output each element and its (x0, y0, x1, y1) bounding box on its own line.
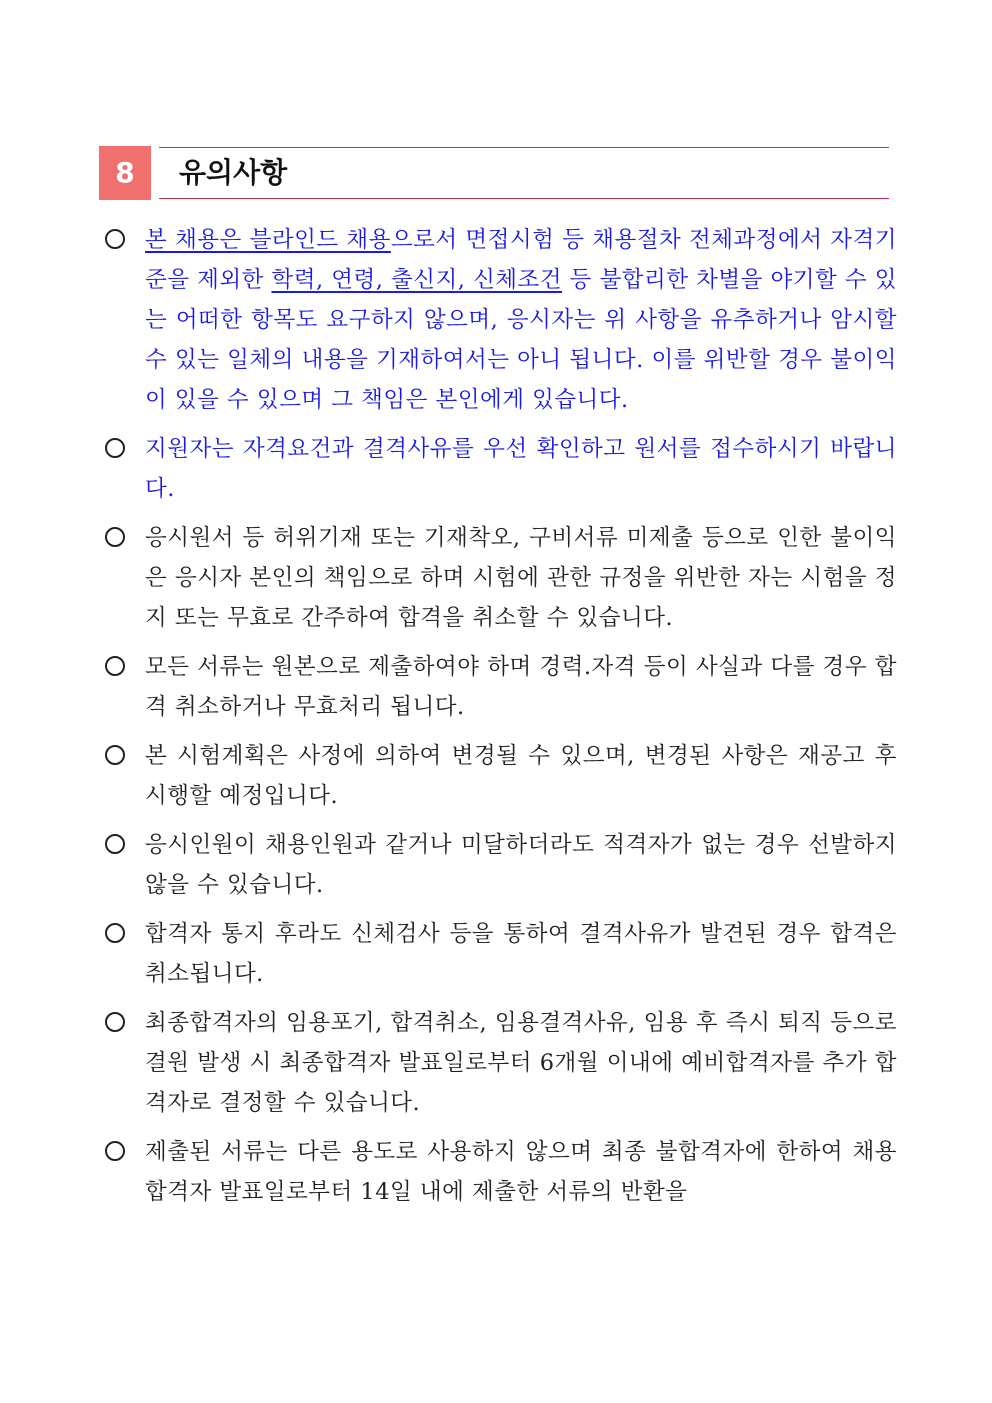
notice-item-document-return (105, 1132, 897, 1212)
section-title: 유의사항 (179, 156, 288, 189)
circle-bullet-icon (105, 527, 125, 547)
circle-bullet-icon (105, 656, 125, 676)
notice-item-blind-hiring (105, 220, 897, 420)
notice-text: 지원자는 자격요건과 결격사유를 우선 확인하고 원서를 접수하시기 바랍니다. (145, 436, 897, 502)
underlined-phrase: 학력, 연령, 출신지, 신체조건 (271, 267, 563, 293)
section-number-badge: 8 (99, 146, 151, 200)
notice-item-original-documents (105, 647, 897, 727)
notice-text: 본 시험계획은 사정에 의하여 변경될 수 있으며, 변경된 사항은 재공고 후 시행할 예정입니다. (145, 743, 897, 809)
circle-bullet-icon (105, 438, 125, 458)
notice-text: 제출된 서류는 다른 용도로 사용하지 않으며 최종 불합격자에 한하여 채용합격자 발표일로부터 14일 내에 제출한 서류의 반환을 (145, 1139, 897, 1205)
notice-text: 최종합격자의 임용포기, 합격취소, 임용결격사유, 임용 후 즉시 퇴직 등으로 결원 발생 시 최종합격자 발표일로부터 6개월 이내에 예비합격자를 추가 합격자로 결정할 수 있습니다. (145, 1010, 897, 1116)
circle-bullet-icon (105, 923, 125, 943)
notice-text: 합격자 통지 후라도 신체검사 등을 통하여 결격사유가 발견된 경우 합격은 취소됩니다. (145, 921, 897, 987)
circle-bullet-icon (105, 745, 125, 765)
notice-item-reserve-candidates (105, 1003, 897, 1123)
notice-text: 모든 서류는 원본으로 제출하여야 하며 경력.자격 등이 사실과 다를 경우 합격 취소하거나 무효처리 됩니다. (145, 654, 897, 720)
notice-text: 응시원서 등 허위기재 또는 기재착오, 구비서류 미제출 등으로 인한 불이익은 응시자 본인의 책임으로 하며 시험에 관한 규정을 위반한 자는 시험을 정지 또는 무효로 간주하여 합격을 취소할 수 있습니다. (145, 525, 897, 631)
notice-text: 으로서 면접시험 등 채용절차 전체과정에서 자격기준을 제외한 (145, 227, 897, 293)
notice-item-plan-change (105, 736, 897, 816)
circle-bullet-icon (105, 1012, 125, 1032)
notice-item-no-qualified (105, 825, 897, 905)
notice-item-physical-exam (105, 914, 897, 994)
circle-bullet-icon (105, 834, 125, 854)
notice-item-eligibility (105, 429, 897, 509)
circle-bullet-icon (105, 1141, 125, 1161)
notice-text: 등 불합리한 차별을 야기할 수 있는 어떠한 항목도 요구하지 않으며, 응시자는 위 사항을 유추하거나 암시할 수 있는 일체의 내용을 기재하여서는 아니 됩니다. 이를 위반할 경우 불이익이 있을 수 있으며 그 책임은 본인에게 있습니다. (145, 267, 898, 413)
circle-bullet-icon (105, 229, 125, 249)
notice-text: 응시인원이 채용인원과 같거나 미달하더라도 적격자가 없는 경우 선발하지 않을 수 있습니다. (145, 832, 897, 898)
notice-list (105, 220, 897, 1221)
section-header (99, 146, 889, 200)
notice-item-false-statement (105, 518, 897, 638)
underlined-phrase: 본 채용은 블라인드 채용 (145, 227, 391, 253)
